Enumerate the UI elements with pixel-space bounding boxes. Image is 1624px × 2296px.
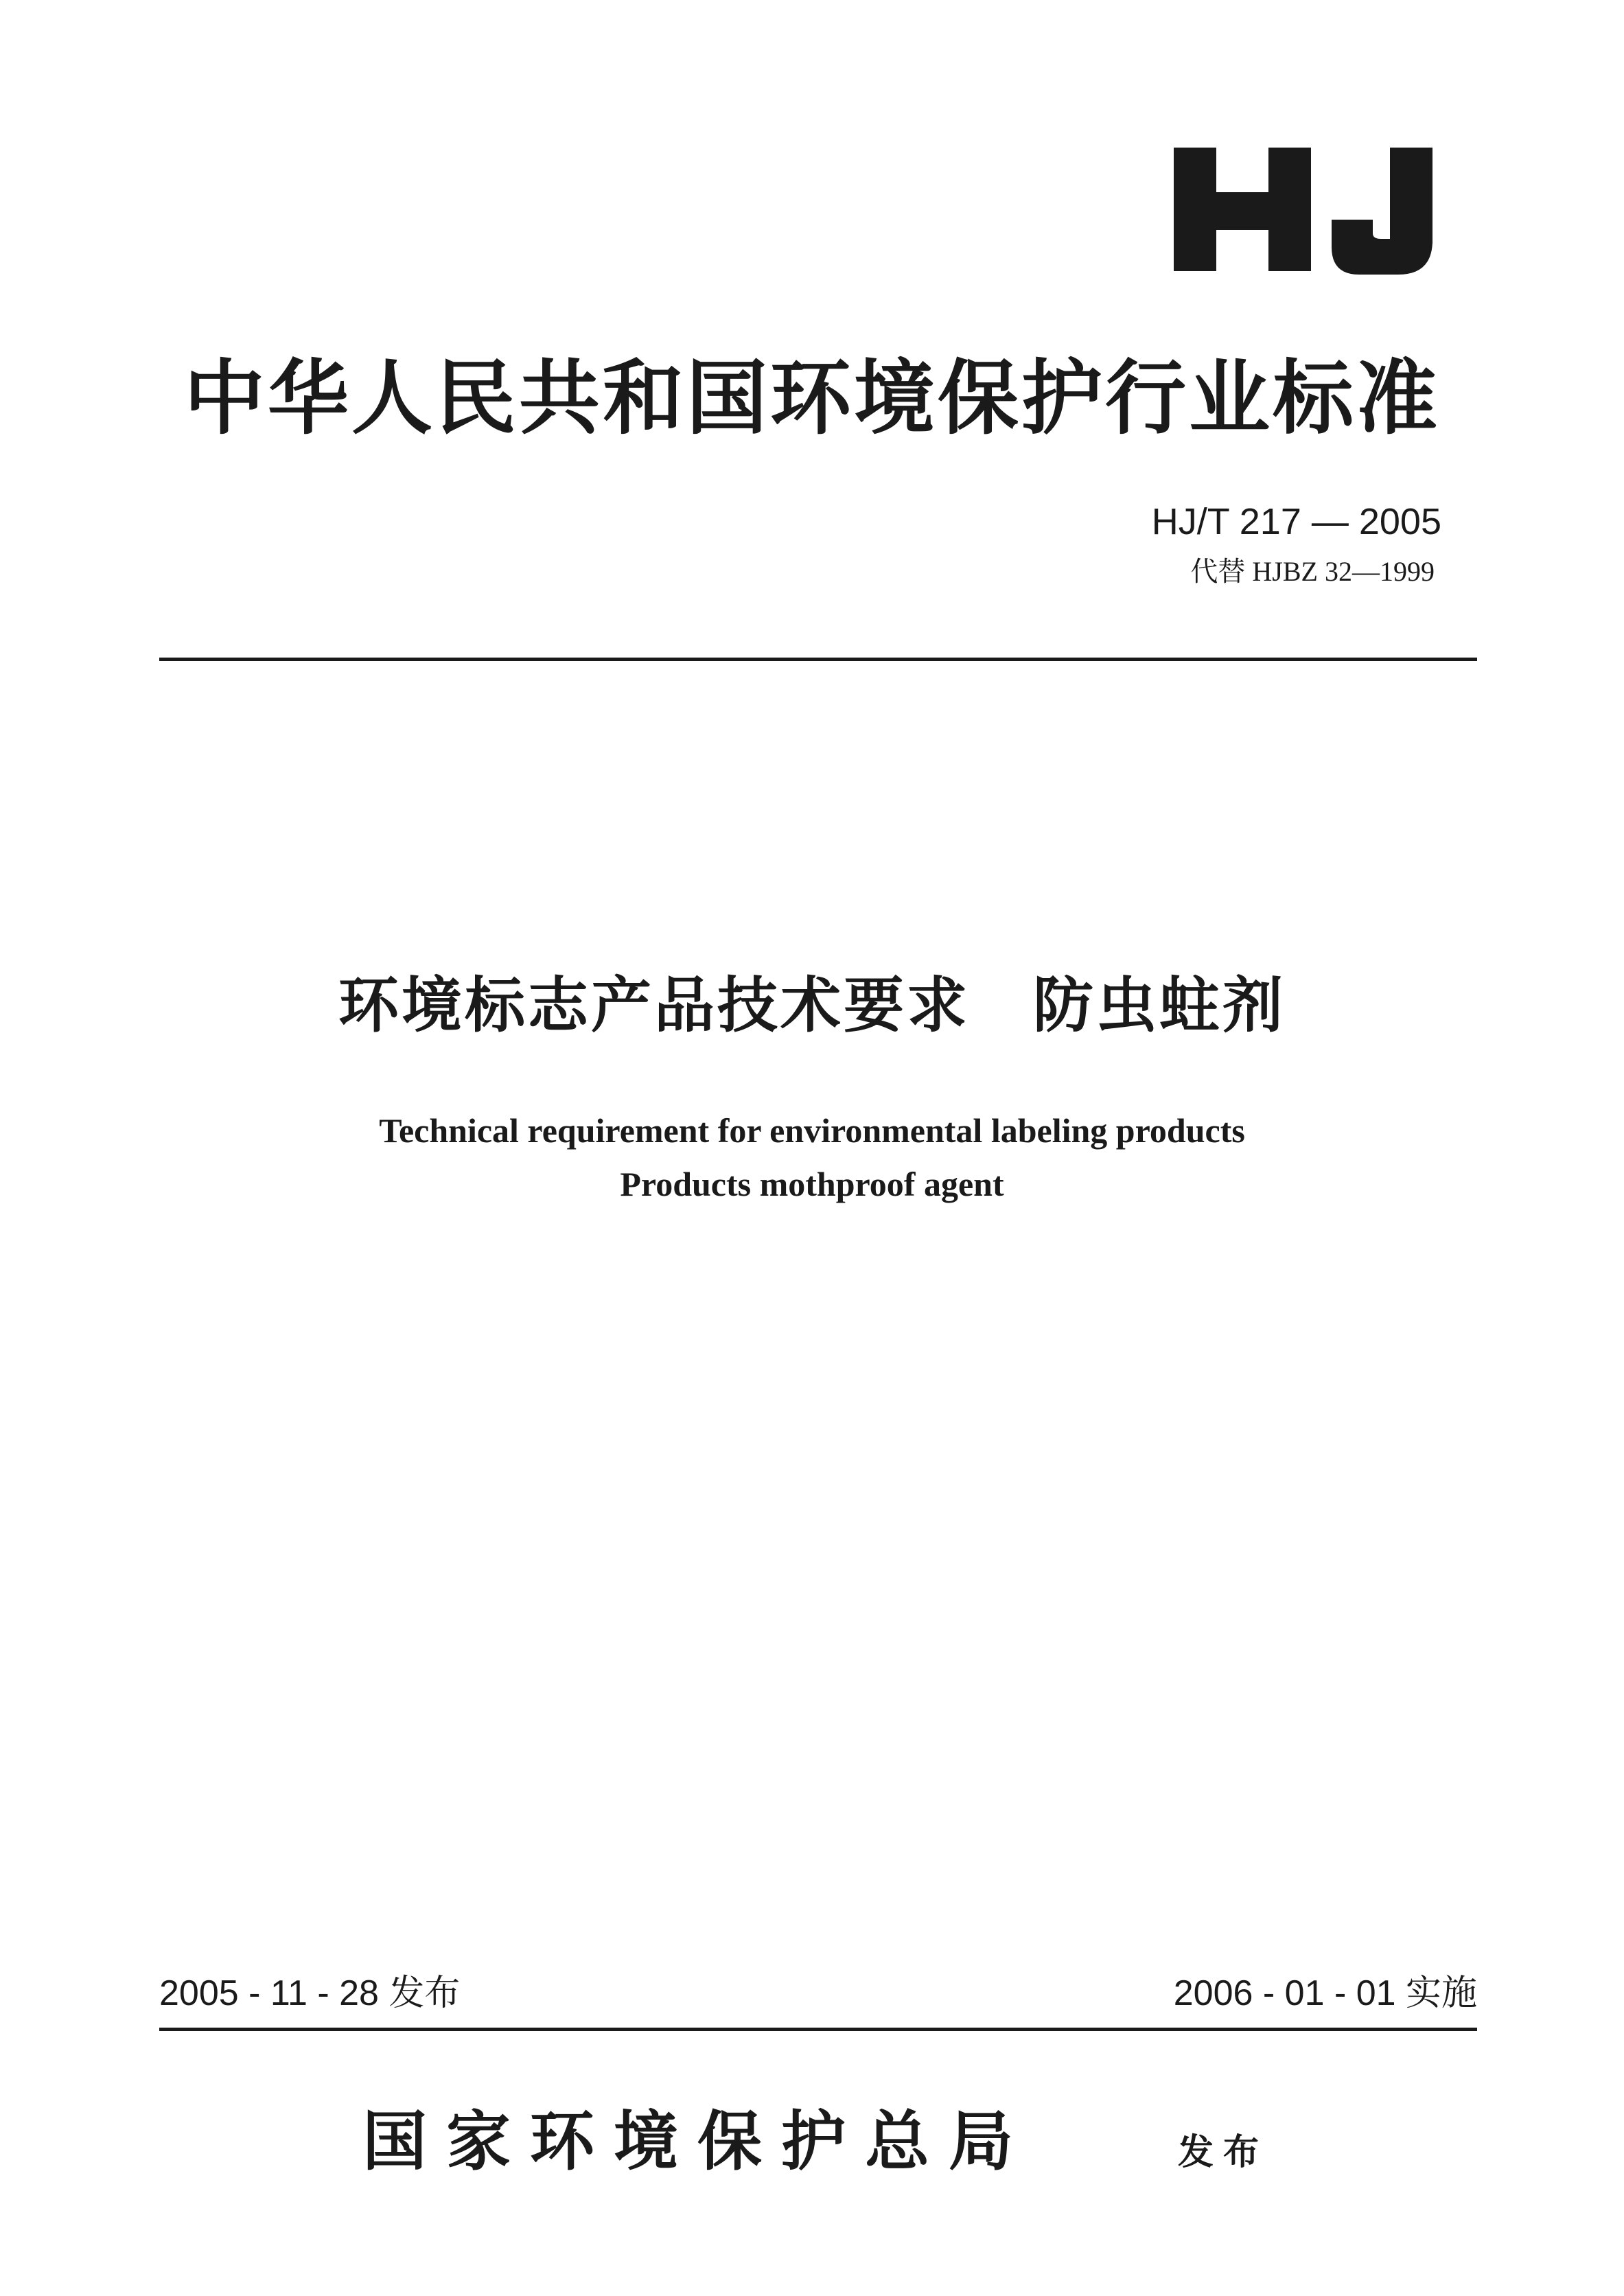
effective-date: 2006 - 01 - 01 实施 <box>1173 1973 1477 2013</box>
org-title: 中华人民共和国环境保护行业标准 <box>183 350 1440 445</box>
replaces-standard: 代替 HJBZ 32—1999 <box>1190 556 1435 587</box>
publisher: 国家环境保护总局 <box>362 2104 1033 2179</box>
document-title-english-line1: Technical requirement for environmental labeling products <box>379 1111 1245 1150</box>
footer-divider <box>159 2028 1477 2031</box>
hj-logo <box>1167 124 1441 295</box>
issue-date: 2005 - 11 - 28 发布 <box>159 1973 461 2013</box>
publisher-suffix: 发布 <box>1178 2131 1269 2173</box>
standard-number: HJ/T 217 — 2005 <box>1151 501 1441 542</box>
header-divider <box>159 658 1477 661</box>
document-title-chinese: 环境标志产品技术要求 防虫蛀剂 <box>338 970 1286 1041</box>
document-title-english-line2: Products mothproof agent <box>620 1165 1004 1203</box>
